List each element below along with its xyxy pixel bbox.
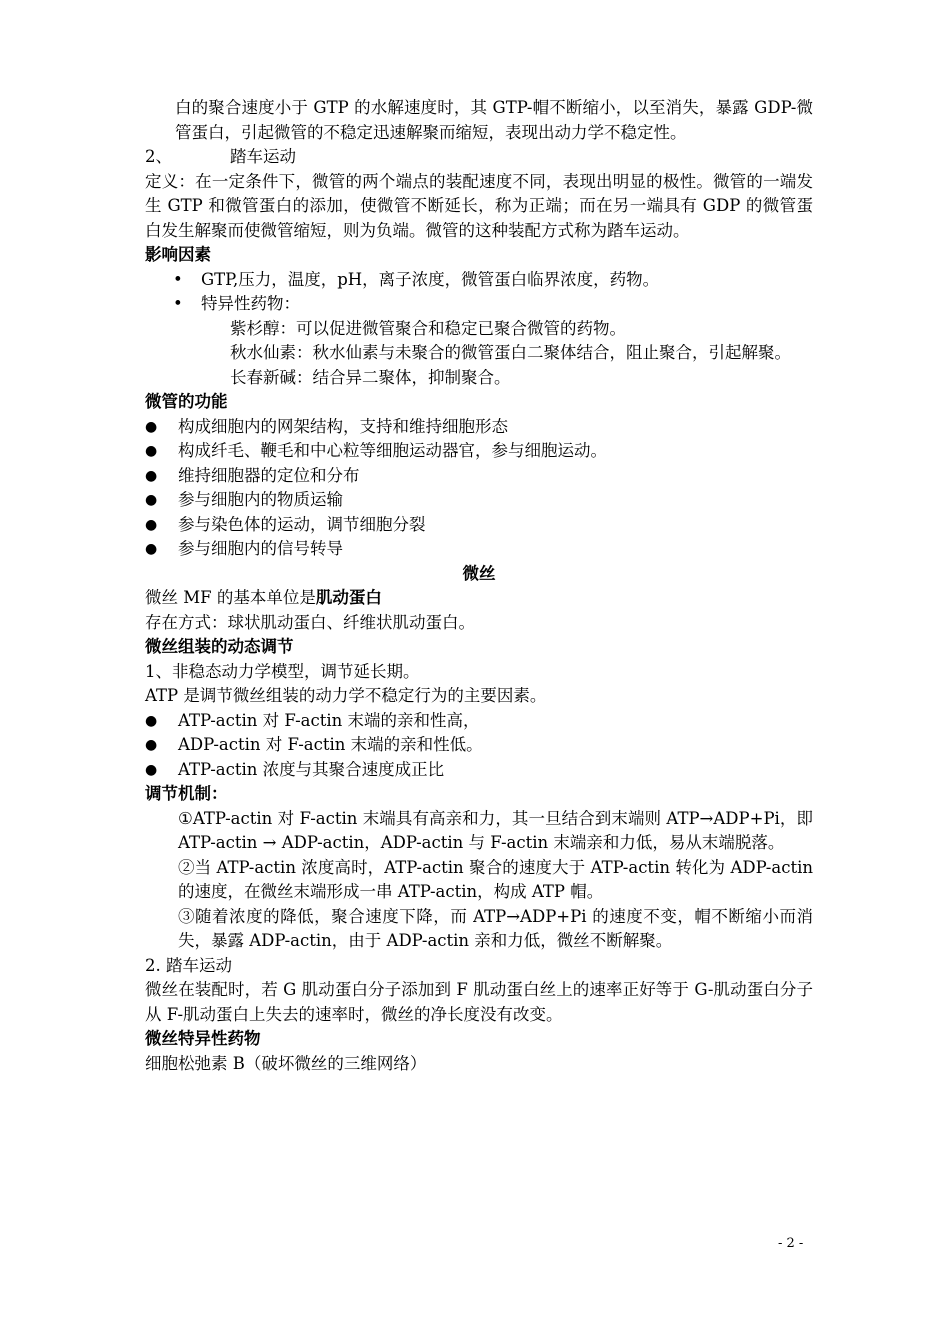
treadmill-number: 2、 bbox=[145, 147, 172, 166]
mf-drug-text: 细胞松弛素 B（破坏微丝的三维网络） bbox=[145, 1053, 427, 1073]
mf-unit-bold: 肌动蛋白 bbox=[315, 588, 382, 607]
document-page bbox=[145, 96, 813, 1076]
function-item bbox=[145, 513, 813, 538]
drug-item: 长春新碱：结合异二聚体，抑制聚合。 bbox=[230, 367, 511, 387]
intro-paragraph: 白的聚合速度小于 GTP 的水解速度时，其 GTP-帽不断缩小，以至消失，暴露 GDP-微管蛋白，引起微管的不稳定迅速解聚而缩短，表现出动力学不稳定性。 bbox=[175, 98, 813, 142]
mf-drug-heading: 微丝特异性药物 bbox=[145, 1029, 261, 1048]
treadmill-definition: 定义：在一定条件下，微管的两个端点的装配速度不同，表现出明显的极性。微管的一端发生 GTP 和微管蛋白的添加，使微管不断延长，称为正端；而在另一端具有 GDP 的微管蛋白发生解聚而使微管缩短，则为负端。微管的这种装配方式称为踏车运动。 bbox=[145, 171, 813, 240]
drug-item: 紫杉醇：可以促进微管聚合和稳定已聚合微管的药物。 bbox=[230, 318, 626, 338]
mech-item: ①ATP-actin 对 F-actin 末端具有高亲和力，其一旦结合到末端则 ATP→ADP+Pi，即 ATP-actin → ADP-actin，ADP-actin 与 F-actin 末端亲和力低，易从末端脱落。 bbox=[178, 808, 813, 852]
function-item bbox=[145, 439, 813, 464]
mf-tread-title: 2. 踏车运动 bbox=[145, 955, 232, 975]
dot-icon: ● bbox=[145, 737, 158, 753]
factor-text: 特异性药物： bbox=[201, 294, 300, 313]
treadmill-title: 踏车运动 bbox=[230, 147, 296, 166]
dot-icon: ● bbox=[145, 516, 158, 533]
factor-item bbox=[145, 268, 813, 293]
factor-text: GTP,压力，温度，pH，离子浓度，微管蛋白临界浓度，药物。 bbox=[201, 269, 660, 289]
mf-atp-note: ATP 是调节微丝组装的动力学不稳定行为的主要因素。 bbox=[145, 686, 547, 705]
dot-icon: ● bbox=[145, 467, 158, 484]
mech-item: ②当 ATP-actin 浓度高时，ATP-actin 聚合的速度大于 ATP-actin 转化为 ADP-actin 的速度，在微丝末端形成一串 ATP-actin，构成 ATP 帽。 bbox=[178, 857, 813, 901]
atp-item bbox=[145, 758, 813, 783]
function-item bbox=[145, 464, 813, 489]
drug-item: 秋水仙素：秋水仙素与未聚合的微管蛋白二聚体结合，阻止聚合，引起解聚。 bbox=[230, 343, 791, 362]
mech-item: ③随着浓度的降低，聚合速度下降，而 ATP→ADP+Pi 的速度不变，帽不断缩小而消失，暴露 ADP-actin，由于 ADP-actin 亲和力低，微丝不断解聚。 bbox=[178, 906, 813, 950]
function-text: 参与细胞内的信号转导 bbox=[178, 539, 343, 558]
dot-icon: ● bbox=[145, 541, 158, 557]
function-item bbox=[145, 537, 813, 562]
atp-text: ATP-actin 浓度与其聚合速度成正比 bbox=[178, 759, 445, 779]
function-text: 维持细胞器的定位和分布 bbox=[178, 465, 360, 485]
function-item bbox=[145, 415, 813, 440]
dot-icon: ● bbox=[145, 418, 158, 435]
atp-text: ATP-actin 对 F-actin 末端的亲和性高， bbox=[178, 710, 480, 730]
bullet-icon: • bbox=[173, 269, 183, 289]
dot-icon: ● bbox=[145, 712, 158, 729]
mf-unit-line bbox=[145, 586, 813, 611]
dot-icon: ● bbox=[145, 492, 158, 508]
dot-icon: ● bbox=[145, 761, 158, 778]
section-title: 微丝 bbox=[462, 563, 496, 583]
factor-item bbox=[145, 292, 813, 317]
dot-icon: ● bbox=[145, 443, 158, 459]
function-text: 参与染色体的运动，调节细胞分裂 bbox=[178, 514, 426, 534]
mf-forms: 存在方式：球状肌动蛋白、纤维状肌动蛋白。 bbox=[145, 612, 475, 632]
mf-dyn-heading: 微丝组装的动态调节 bbox=[145, 637, 294, 656]
treadmill-heading bbox=[145, 145, 813, 170]
atp-item bbox=[145, 733, 813, 758]
factors-heading: 影响因素 bbox=[145, 245, 211, 264]
functions-heading: 微管的功能 bbox=[145, 392, 228, 411]
function-text: 参与细胞内的物质运输 bbox=[178, 490, 343, 509]
atp-text: ADP-actin 对 F-actin 末端的亲和性低。 bbox=[178, 735, 483, 754]
function-item bbox=[145, 488, 813, 513]
mf-unit-prefix: 微丝 MF 的基本单位是 bbox=[145, 588, 316, 607]
mech-heading: 调节机制： bbox=[145, 784, 228, 803]
atp-item bbox=[145, 709, 813, 734]
function-text: 构成细胞内的网架结构，支持和维持细胞形态 bbox=[178, 416, 508, 436]
mf-tread-text: 微丝在装配时，若 G 肌动蛋白分子添加到 F 肌动蛋白丝上的速率正好等于 G-肌动蛋白分子从 F-肌动蛋白上失去的速率时，微丝的净长度没有改变。 bbox=[145, 980, 813, 1024]
page-number: - 2 - bbox=[778, 1236, 804, 1251]
bullet-icon: • bbox=[173, 294, 183, 313]
function-text: 构成纤毛、鞭毛和中心粒等细胞运动器官，参与细胞运动。 bbox=[178, 441, 607, 460]
mf-model: 1、非稳态动力学模型，调节延长期。 bbox=[145, 661, 420, 681]
